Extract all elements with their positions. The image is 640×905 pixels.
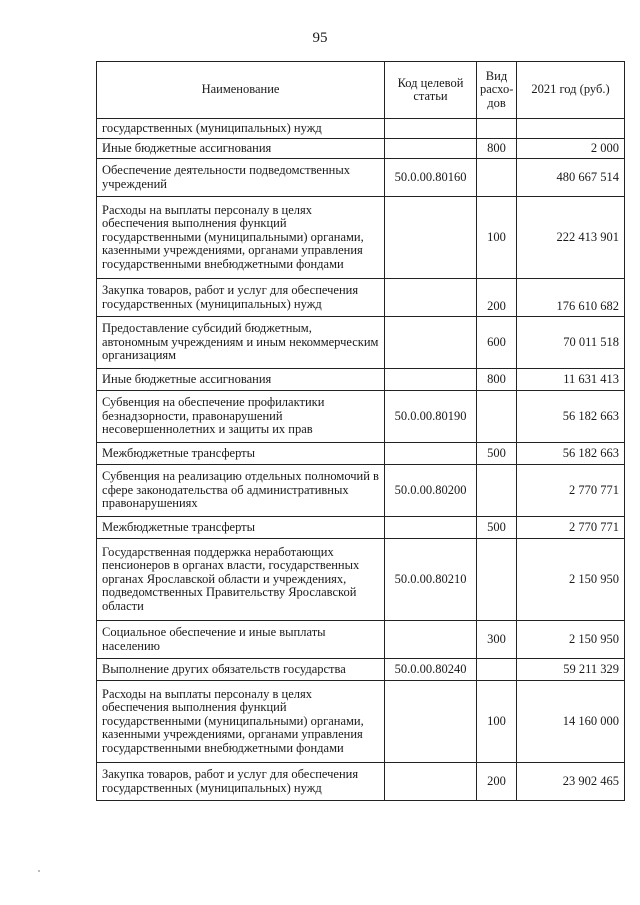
row-type: 800: [477, 139, 517, 159]
row-name: Закупка товаров, работ и услуг для обеспечения государственных (муниципальных) нужд: [97, 763, 385, 801]
table-row: [97, 443, 625, 465]
row-type: [477, 659, 517, 681]
table-header-row: [97, 62, 625, 119]
row-name: Субвенция на реализацию отдельных полномочий в сфере законодательства об административных правонарушениях: [97, 465, 385, 517]
row-name: Выполнение других обязательств государства: [97, 659, 385, 681]
row-type: [477, 465, 517, 517]
row-name: Межбюджетные трансферты: [97, 443, 385, 465]
column-header-code: Код целевой статьи: [385, 62, 477, 119]
row-type: 200: [477, 763, 517, 801]
row-name: Обеспечение деятельности подведомственных учреждений: [97, 159, 385, 197]
row-type: 300: [477, 621, 517, 659]
row-amount: 14 160 000: [517, 681, 625, 763]
scan-speck: [38, 870, 40, 872]
row-type: 100: [477, 197, 517, 279]
row-code: [385, 621, 477, 659]
table-row: [97, 159, 625, 197]
row-type: [477, 159, 517, 197]
table-row: [97, 517, 625, 539]
row-amount: 2 150 950: [517, 621, 625, 659]
table-row: [97, 317, 625, 369]
row-type: [477, 119, 517, 139]
row-name: Социальное обеспечение и иные выплаты населению: [97, 621, 385, 659]
row-type: 500: [477, 517, 517, 539]
row-amount: 2 770 771: [517, 517, 625, 539]
row-code: [385, 197, 477, 279]
table-row: [97, 391, 625, 443]
column-header-amount: 2021 год (руб.): [517, 62, 625, 119]
row-name: Иные бюджетные ассигнования: [97, 139, 385, 159]
row-amount: [517, 119, 625, 139]
table-row: [97, 621, 625, 659]
row-name: Расходы на выплаты персоналу в целях обеспечения выполнения функций государственными (муниципальными) органами, казенными учреждениями, органами управления государственными внебюджетными фондами: [97, 681, 385, 763]
row-amount: 176 610 682: [517, 279, 625, 317]
row-name: Расходы на выплаты персоналу в целях обеспечения выполнения функций государственными (муниципальными) органами, казенными учреждениями, органами управления государственными внебюджетными фондами: [97, 197, 385, 279]
row-type: 200: [477, 279, 517, 317]
row-name: Закупка товаров, работ и услуг для обеспечения государственных (муниципальных) нужд: [97, 279, 385, 317]
column-header-type: Вид расхо-дов: [477, 62, 517, 119]
row-amount: 222 413 901: [517, 197, 625, 279]
row-amount: 56 182 663: [517, 391, 625, 443]
row-code: 50.0.00.80240: [385, 659, 477, 681]
row-type: 800: [477, 369, 517, 391]
table-row: [97, 763, 625, 801]
row-type: 500: [477, 443, 517, 465]
row-code: [385, 369, 477, 391]
row-amount: 59 211 329: [517, 659, 625, 681]
row-amount: 23 902 465: [517, 763, 625, 801]
budget-table: [96, 61, 625, 801]
row-code: [385, 763, 477, 801]
row-amount: 70 011 518: [517, 317, 625, 369]
row-type: [477, 391, 517, 443]
row-name: Государственная поддержка неработающих пенсионеров в органах власти, государственных органах Ярославской области и учреждениях, подведомственных Правительству Ярославской области: [97, 539, 385, 621]
row-name: Субвенция на обеспечение профилактики безнадзорности, правонарушений несовершеннолетних и защиты их прав: [97, 391, 385, 443]
row-code: [385, 119, 477, 139]
row-name: Иные бюджетные ассигнования: [97, 369, 385, 391]
page-number: 95: [312, 30, 328, 46]
table-row: [97, 659, 625, 681]
row-type: [477, 539, 517, 621]
row-amount: 11 631 413: [517, 369, 625, 391]
row-name: Предоставление субсидий бюджетным, автономным учреждениям и иным некоммерческим организациям: [97, 317, 385, 369]
table-row: [97, 279, 625, 317]
row-code: [385, 443, 477, 465]
row-code: [385, 517, 477, 539]
row-amount: 2 770 771: [517, 465, 625, 517]
row-name: Межбюджетные трансферты: [97, 517, 385, 539]
row-amount: 480 667 514: [517, 159, 625, 197]
row-amount: 56 182 663: [517, 443, 625, 465]
table-row: [97, 119, 625, 139]
row-amount: 2 000: [517, 139, 625, 159]
row-type: 100: [477, 681, 517, 763]
table-row: [97, 465, 625, 517]
table-row: [97, 681, 625, 763]
column-header-name: Наименование: [97, 62, 385, 119]
row-type: 600: [477, 317, 517, 369]
row-amount: 2 150 950: [517, 539, 625, 621]
row-code: [385, 279, 477, 317]
row-code: [385, 139, 477, 159]
row-code: 50.0.00.80190: [385, 391, 477, 443]
table-row: [97, 197, 625, 279]
row-code: 50.0.00.80160: [385, 159, 477, 197]
row-code: [385, 681, 477, 763]
row-code: [385, 317, 477, 369]
row-code: 50.0.00.80200: [385, 465, 477, 517]
table-row: [97, 539, 625, 621]
table-row: [97, 139, 625, 159]
table-row: [97, 369, 625, 391]
row-code: 50.0.00.80210: [385, 539, 477, 621]
row-name: государственных (муниципальных) нужд: [97, 119, 385, 139]
